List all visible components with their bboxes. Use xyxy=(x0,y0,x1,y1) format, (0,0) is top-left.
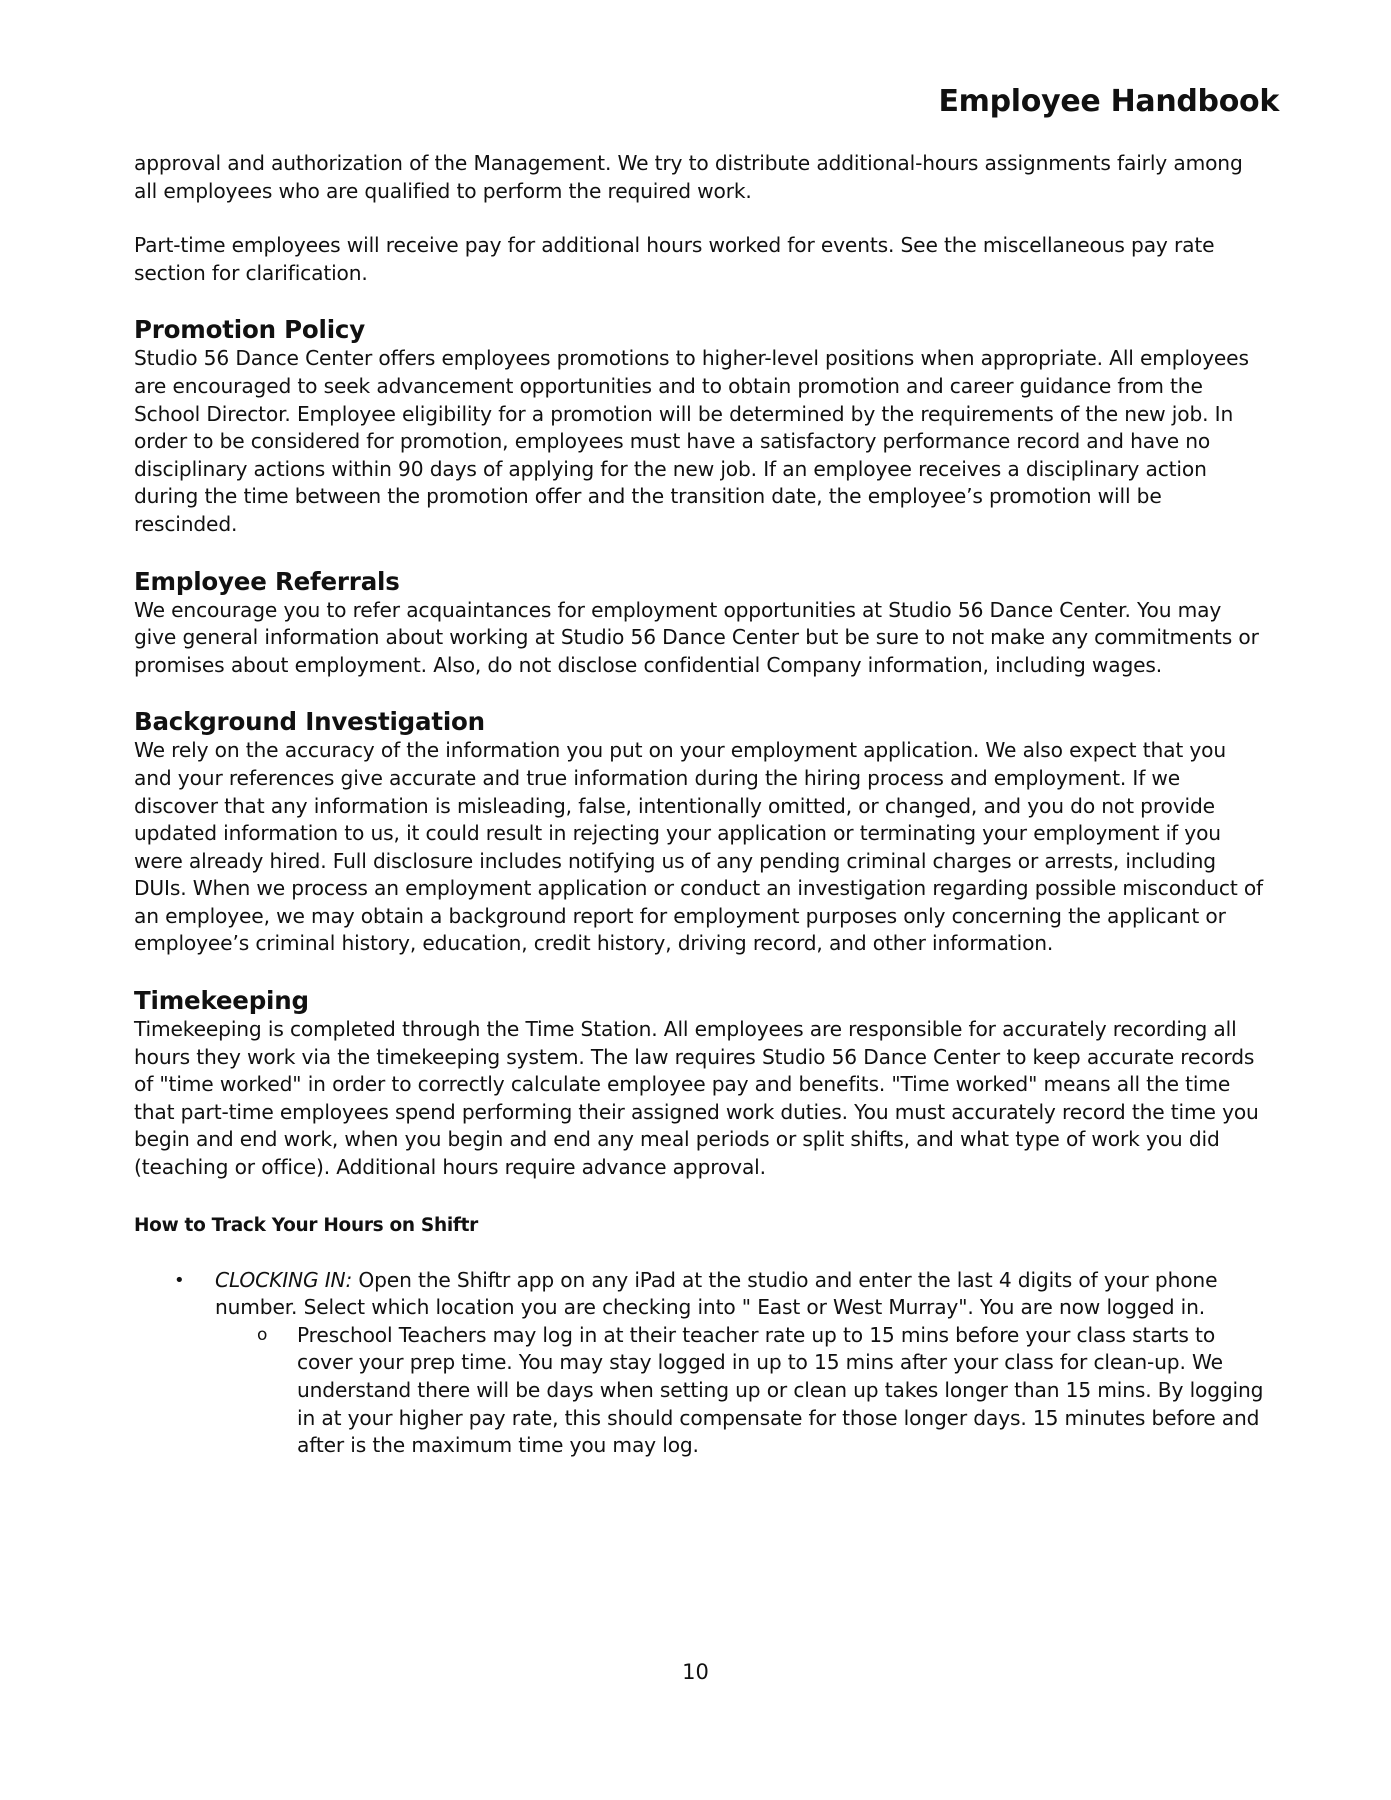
sub-bullet-list xyxy=(215,1322,1264,1460)
list-item-label: CLOCKING IN: xyxy=(215,1267,353,1292)
section-background-investigation xyxy=(134,706,1264,958)
list-item-clocking-in xyxy=(134,1267,1264,1460)
section-body: We encourage you to refer acquaintances for employment opportunities at Studio 56 Dance Center. You may give general information about working at Studio 56 Dance Center but be sure to not make any commitments or promises about employment. Also, do not disclose confidential Company information, including wages. xyxy=(134,597,1259,677)
intro-paragraph: approval and authorization of the Management. We try to distribute additional-hours assignments fairly among all employees who are qualified to perform the required work. xyxy=(134,151,1243,203)
intro-paragraph: Part-time employees will receive pay for additional hours worked for events. See the miscellaneous pay rate section for clarification. xyxy=(134,233,1215,285)
sub-list-item-preschool-teachers xyxy=(215,1322,1264,1460)
section-heading: Employee Referrals xyxy=(134,566,400,596)
bullet-dot-icon: • xyxy=(174,1269,185,1291)
section-heading: Timekeeping xyxy=(134,986,309,1016)
section-shiftr-tracking xyxy=(134,1212,1264,1460)
section-heading: Background Investigation xyxy=(134,707,485,737)
section-body: Studio 56 Dance Center offers employees promotions to higher-level positions when appropriate. All employees are encouraged to seek advancement opportunities and to obtain promotion and career guidance from the School Director. Employee eligibility for a promotion will be determined by the requirements of the new job. In order to be considered for promotion, employees must have a satisfactory performance record and have no disciplinary actions within 90 days of applying for the new job. If an employee receives a disciplinary action during the time between the promotion offer and the transition date, the employee’s promotion will be rescinded. xyxy=(134,346,1249,536)
section-body: We rely on the accuracy of the information you put on your employment application. We also expect that you and your references give accurate and true information during the hiring process and employment. If we discover that any information is misleading, false, intentionally omitted, or changed, and you do not provide updated information to us, it could result in rejecting your application or terminating your employment if you were already hired. Full disclosure includes notifying us of any pending criminal charges or arrests, including DUIs. When we process an employment application or conduct an investigation regarding possible misconduct of an employee, we may obtain a background report for employment purposes only concerning the applicant or employee’s criminal history, education, credit history, driving record, and other information. xyxy=(134,738,1264,956)
running-header-title: Employee Handbook xyxy=(938,84,1279,119)
page-content xyxy=(134,150,1264,1460)
bullet-list xyxy=(134,1267,1264,1460)
section-timekeeping xyxy=(134,985,1264,1182)
bullet-circle-icon: o xyxy=(257,1324,268,1345)
list-item-text: Open the Shiftr app on any iPad at the studio and enter the last 4 digits of your phone number. Select which location you are checking into " East or West Murray". You are now logged in. xyxy=(215,1267,1218,1320)
section-employee-referrals xyxy=(134,566,1264,680)
sub-list-item-text: Preschool Teachers may log in at their teacher rate up to 15 mins before your class starts to cover your prep time. You may stay logged in up to 15 mins after your class for clean-up. We understand there will be days when setting up or clean up takes longer than 15 mins. By logging in at your higher pay rate, this should compensate for those longer days. 15 minutes before and after is the maximum time you may log. xyxy=(297,1322,1264,1458)
section-body: Timekeeping is completed through the Time Station. All employees are responsible for accurately recording all hours they work via the timekeeping system. The law requires Studio 56 Dance Center to keep accurate records of "time worked" in order to correctly calculate employee pay and benefits. "Time worked" means all the time that part-time employees spend performing their assigned work duties. You must accurately record the time you begin and end work, when you begin and end any meal periods or split shifts, and what type of work you did (teaching or office). Additional hours require advance approval. xyxy=(134,1017,1259,1180)
subsection-heading: How to Track Your Hours on Shiftr xyxy=(134,1214,478,1236)
page-number: 10 xyxy=(682,1660,709,1684)
section-promotion-policy xyxy=(134,314,1264,538)
section-heading: Promotion Policy xyxy=(134,315,366,345)
